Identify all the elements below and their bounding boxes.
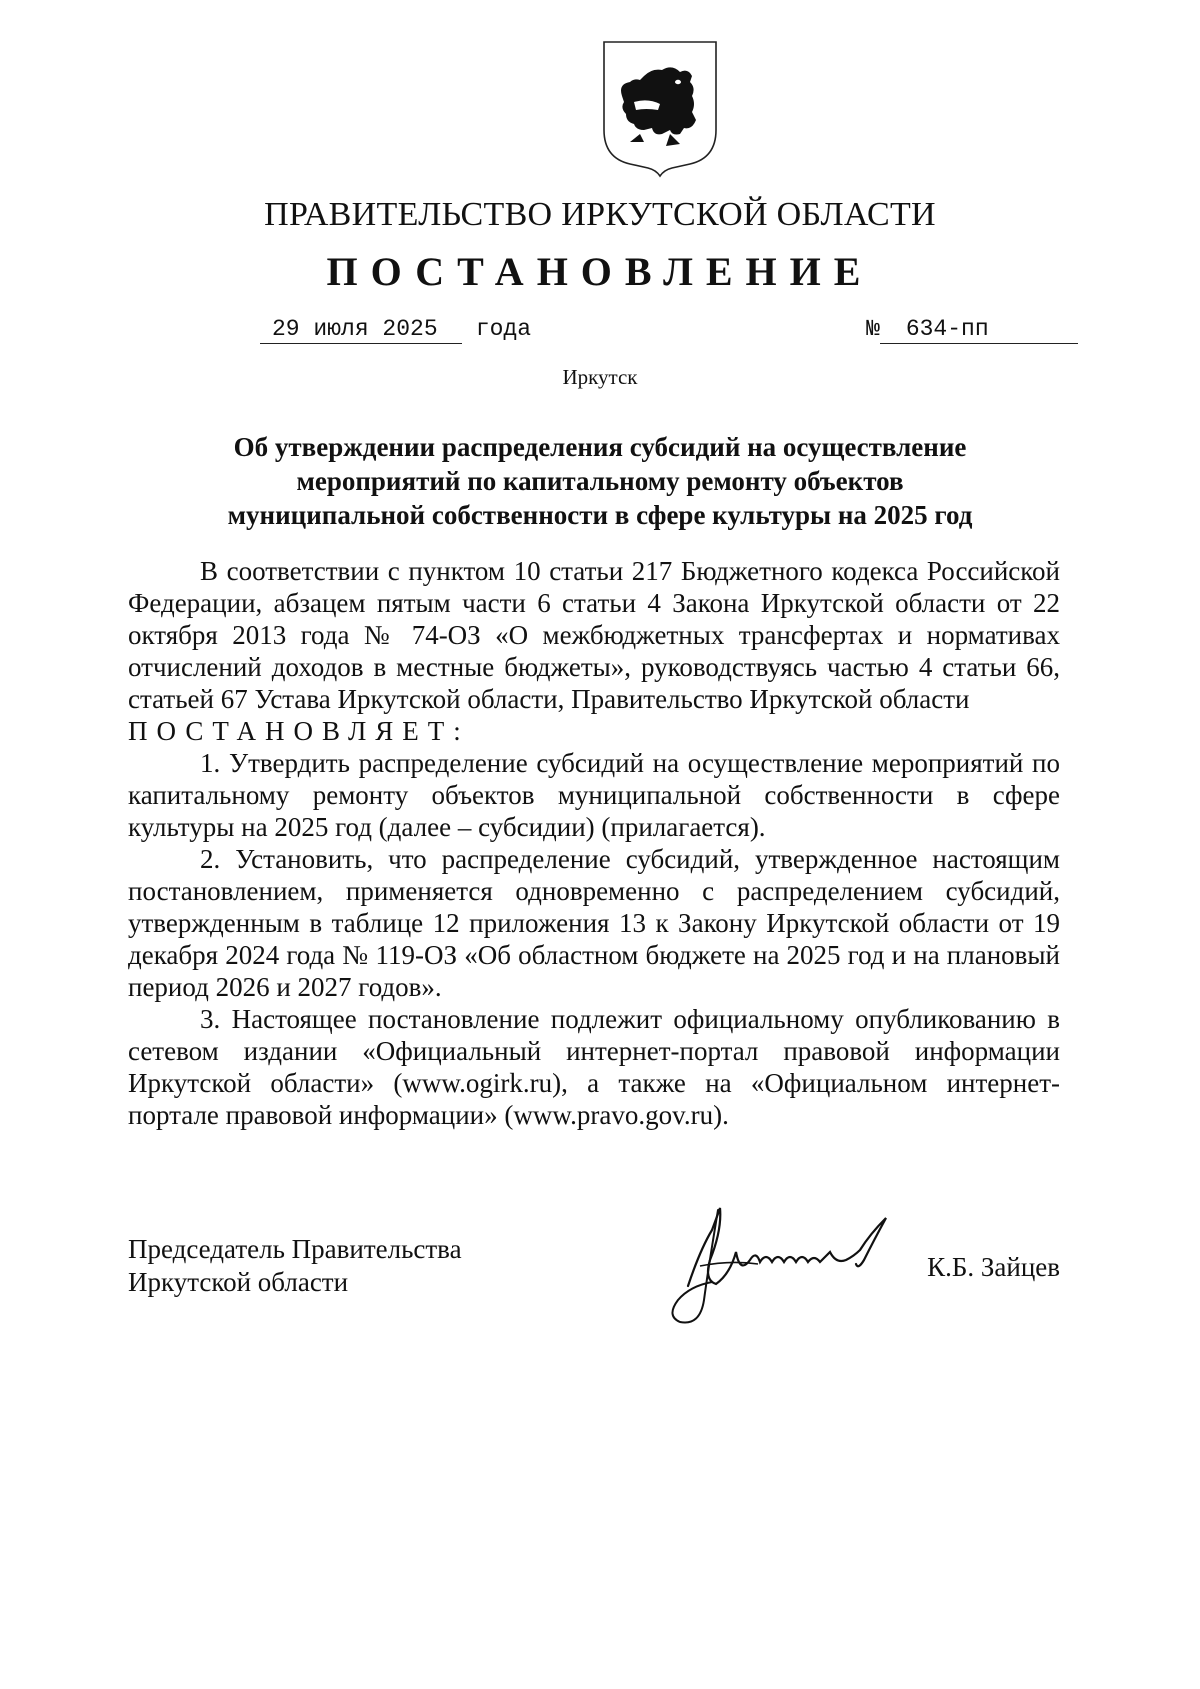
item-paragraph-3: 3. Настоящее постановление подлежит официальному опубликованию в сетевом издании «Официальный интернет-портал правовой информации Иркутской области» (www.ogirk.ru), а также на «Официальном интернет-портале правовой информации» (www.pravo.gov.ru). (128, 1004, 1060, 1130)
number-sign: № (866, 316, 880, 342)
date-value: 29 июля 2025 (260, 316, 462, 344)
number-value: 634-пп (880, 316, 1078, 344)
item-paragraph-2: 2. Установить, что распределение субсидий, утвержденное настоящим постановлением, применяется одновременно с распределением субсидий, утвержденным в таблице 12 приложения 13 к Закону Иркутской области от 19 декабря 2024 года № 119-ОЗ «Об областном бюджете на 2025 год и на плановый период 2026 и 2027 годов». (128, 844, 1060, 1002)
position-line-2: Иркутской области (128, 1267, 349, 1297)
document-title: Об утверждении распределения субсидий на осуществление мероприятий по капитальному ремонту объектов муниципальной собственности в сфере культуры на 2025 год (227, 432, 973, 530)
handwritten-signature-icon (660, 1190, 920, 1340)
coat-of-arms-icon (600, 38, 720, 178)
item-paragraph-1: 1. Утвердить распределение субсидий на осуществление мероприятий по капитальному ремонту объектов муниципальной собственности в сфере культуры на 2025 год (далее – субсидии) (прилагается). (128, 748, 1060, 842)
government-name: ПРАВИТЕЛЬСТВО ИРКУТСКОЙ ОБЛАСТИ (264, 196, 936, 233)
date-suffix: года (475, 316, 532, 342)
document-number (866, 316, 1078, 344)
document-type-heading: ПОСТАНОВЛЕНИЕ (326, 249, 874, 294)
preamble-paragraph: В соответствии с пунктом 10 статьи 217 Бюджетного кодекса Российской Федерации, абзацем пятым части 6 статьи 4 Закона Иркутской области от 22 октября 2013 года № 74-ОЗ «О межбюджетных трансфертах и нормативах отчислений доходов в местные бюджеты», руководствуясь частью 4 статьи 66, статьей 67 Устава Иркутской области, Правительство Иркутской области (128, 556, 1060, 714)
city-name: Иркутск (562, 365, 638, 389)
signer-name: К.Б. Зайцев (927, 1252, 1060, 1282)
resolves-heading: ПОСТАНОВЛЯЕТ: (128, 716, 470, 746)
document-date (260, 316, 531, 344)
position-line-1: Председатель Правительства (128, 1234, 462, 1264)
signer-position (128, 1233, 462, 1299)
document-body (128, 555, 1060, 1131)
